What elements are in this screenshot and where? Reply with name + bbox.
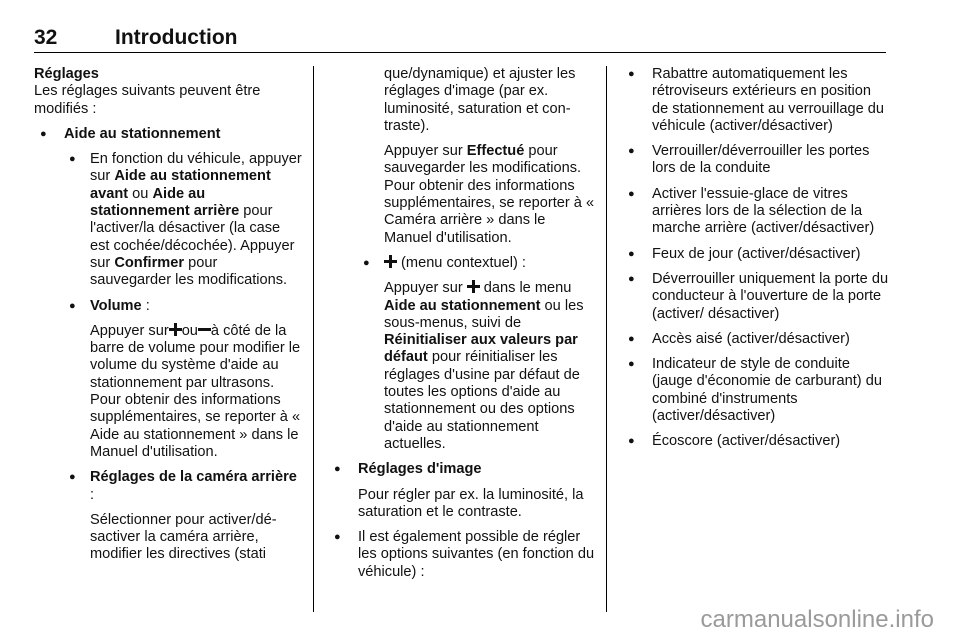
column-divider-2 [606, 66, 607, 612]
minus-icon [198, 323, 211, 336]
volume-description: Appuyer sur ou à côté de la barre de volume pour modifier le volume du système d'aide au stationnement par ultrasons. Pour obtenir des informations supplémentaires, se reporter à « Aide au stationnement » dans le Manuel d'utilisation. [90, 322, 301, 460]
list-item: ● Feux de jour (activer/désactiver) [622, 246, 890, 263]
image-settings-description: Pour régler par ex. la luminosité, la saturation et le contraste. [358, 486, 584, 520]
list-item: ● Écoscore (activer/désactiver) [622, 433, 890, 450]
camera-description: Sélectionner pour activer/désactiver la caméra arrière, modifier les directives (stati [90, 511, 277, 563]
column-2 [328, 66, 596, 581]
camera-description-cont: que/dynamique) et ajuster les réglages d'image (par ex. luminosité, saturation et contraste). [384, 66, 576, 134]
list-item-parking: ● Aide au stationnement [34, 126, 302, 143]
page-number: 32 [34, 26, 58, 49]
list-item: ● Accès aisé (activer/désactiver) [622, 331, 890, 348]
watermark: carmanualsonline.info [700, 606, 934, 633]
column-1 [34, 66, 302, 564]
list-item: ● Activer l'essuie-glace de vitres arrières lors de la sélection de la marche arrière (activer/désactiver) [622, 186, 890, 238]
list-item-parking-front-rear: ● En fonction du véhicule, appuyer sur Aide au stationnement avant ou Aide au stationnement arrière pour l'activer/la désactiver (la case est cochée/décochée). Appuyer sur Confirmer pour sauvegarder les modifications. [34, 151, 302, 289]
list-item-volume: ● Volume : [34, 298, 302, 315]
section-intro: Les réglages suivants peuvent être modifiés : [34, 83, 261, 117]
list-item-camera: ● Réglages de la caméra arrière : [34, 469, 302, 504]
plus-icon [384, 255, 397, 268]
list-item-other-options: ● Il est également possible de régler les options suivantes (en fonction du véhicule) : [328, 529, 596, 581]
page-header [34, 26, 886, 58]
list-item: ● Verrouiller/déverrouiller les portes lors de la conduite [622, 143, 890, 178]
plus-icon [169, 323, 182, 336]
list-item: ● Indicateur de style de conduite (jauge d'économie de carburant) du combiné d'instruments (activer/désactiver) [622, 356, 890, 425]
camera-confirm-text: Appuyer sur Effectué pour sauvegarder les modifications. Pour obtenir des informations supplémentaires, se reporter à « Caméra arrière » dans le Manuel d'utilisation. [384, 143, 595, 246]
column-3 [622, 66, 890, 451]
list-item: ● Déverrouiller uniquement la porte du conducteur à l'ouverture de la porte (activer/ désactiver) [622, 271, 890, 323]
list-item-context-menu: ● (menu contextuel) : [328, 255, 596, 272]
list-item-image-settings: ● Réglages d'image [328, 461, 596, 478]
column-divider-1 [313, 66, 314, 612]
header-rule [34, 52, 886, 53]
context-menu-description: Appuyer sur dans le menu Aide au stationnement ou les sous-menus, suivi de Réinitialiser aux valeurs par défaut pour réinitialiser les réglages d'usine par défaut de toutes les options d'aide au stationnement ou des options d'aide au stationnement actuelles. [384, 280, 584, 452]
page-title: Introduction [115, 26, 238, 49]
list-item: ● Rabattre automatiquement les rétroviseurs extérieurs en position de stationnement au verrouillage du véhicule (activer/désactiver) [622, 66, 890, 135]
plus-icon [467, 280, 480, 293]
section-heading: Réglages [34, 66, 99, 82]
